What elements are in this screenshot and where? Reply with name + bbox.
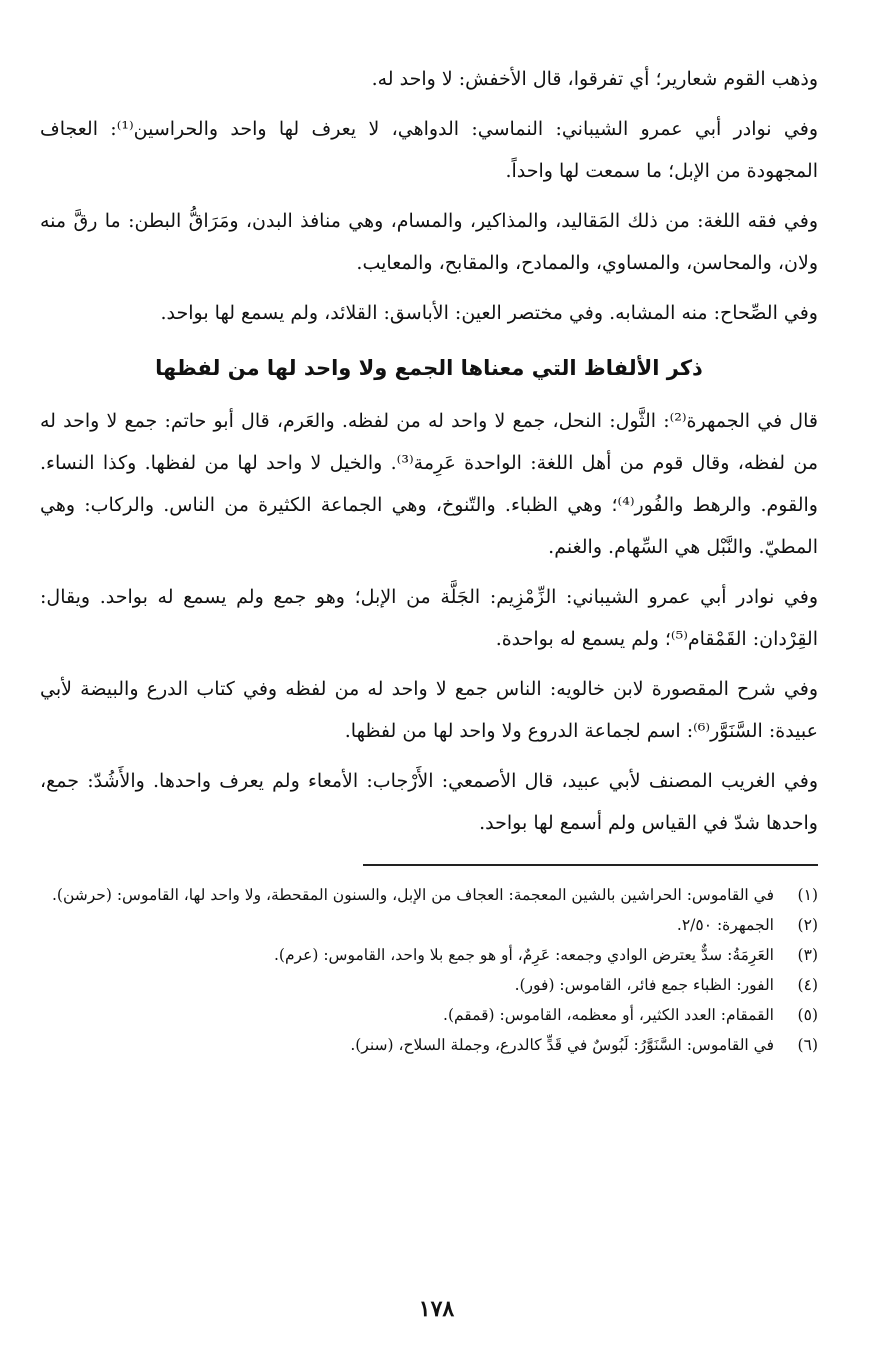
footnote xyxy=(40,940,818,970)
footnote-number: (٢) xyxy=(797,916,818,934)
footnote-text: في القاموس: السَّنَوَّرُ: لَبُوسٌ في قَدٍّ كالدرع، وجملة السلاح، (سنر). xyxy=(350,1036,774,1054)
footnote-text: العَرِمَةُ: سدٌّ يعترض الوادي وجمعه: عَرِمٌ، أو هو جمع بلا واحد، القاموس: (عرم). xyxy=(273,946,774,964)
footnote xyxy=(40,1000,818,1030)
footnote-number: (٣) xyxy=(797,946,818,964)
paragraph-nawadir-2: وفي نوادر أبي عمرو الشيباني: الزِّمْزِيم: الجَلَّة من الإبل؛ وهو جمع ولم يسمع له بواحد. ويقال: القِرْدان: القَمْقام⁽⁵⁾؛ ولم يسمع له بواحدة. xyxy=(40,586,818,650)
paragraph-shaarir: وذهب القوم شعارير؛ أي تفرقوا، قال الأخفش: لا واحد له. xyxy=(371,68,818,90)
footnote-separator xyxy=(363,864,818,866)
footnote-text: في القاموس: الحراشين بالشين المعجمة: العجاف من الإبل، والسنون المقحطة، ولا واحد لها، القاموس: (حرشن). xyxy=(51,886,774,904)
footnote-number: (٦) xyxy=(797,1036,818,1054)
footnotes xyxy=(40,880,818,1060)
footnote xyxy=(40,1030,818,1060)
page-number: ١٧٨ xyxy=(418,1296,455,1322)
footnote-text: الفور: الظباء جمع فائر، القاموس: (فور). xyxy=(514,976,774,994)
footnote-text: الجمهرة: ٢/٥٠. xyxy=(676,916,774,934)
footnote xyxy=(40,880,818,910)
footnote-number: (٥) xyxy=(797,1006,818,1024)
paragraph-maqsura: وفي شرح المقصورة لابن خالويه: الناس جمع لا واحد له من لفظه وفي كتاب الدرع والبيضة لأبي عبيدة: السَّنَوَّر⁽⁶⁾: اسم لجماعة الدروع ولا واحد لها من لفظها. xyxy=(40,678,818,742)
paragraph-nawadir-1: وفي نوادر أبي عمرو الشيباني: النماسي: الدواهي، لا يعرف لها واحد والحراسين⁽¹⁾: العجاف المجهودة من الإبل؛ ما سمعت لها واحداً. xyxy=(40,118,818,182)
section-heading: ذكر الألفاظ التي معناها الجمع ولا واحد لها من لفظها xyxy=(155,356,703,380)
footnote-number: (٤) xyxy=(797,976,818,994)
footnote-text: القمقام: العدد الكثير، أو معظمه، القاموس: (قمقم). xyxy=(443,1006,774,1024)
paragraph-jamhara: قال في الجمهرة⁽²⁾: الثَّول: النحل، جمع لا واحد له من لفظه. والعَرم، قال أبو حاتم: جمع لا واحد له من لفظه، وقال قوم من أهل اللغة: الواحدة عَرِمة⁽³⁾. والخيل لا واحد لها من لفظها. وكذا النساء. والقوم. والرهط والفُور⁽⁴⁾؛ وهي الظباء. والتّنوخ، وهي الجماعة الكثيرة من الناس. والركاب: وهي المطيّ. والنَّبْل هي السِّهام. والغنم. xyxy=(40,410,819,558)
paragraph-sihah: وفي الصِّحاح: منه المشابه. وفي مختصر العين: الأباسق: القلائد، ولم يسمع لها بواحد. xyxy=(160,302,818,324)
footnote-separator-wrap xyxy=(40,864,818,866)
paragraph-fiqh-allugha: وفي فقه اللغة: من ذلك المَقاليد، والمذاكير، والمسام، وهي منافذ البدن، ومَرَاقُّ البطن: ما رقَّ منه ولان، والمحاسن، والمساوي، والممادح، والمقابح، والمعايب. xyxy=(40,210,818,274)
footnote xyxy=(40,970,818,1000)
footnote xyxy=(40,910,818,940)
footnote-number: (١) xyxy=(797,886,818,904)
paragraph-gharib: وفي الغريب المصنف لأبي عبيد، قال الأصمعي: الأَرْجاب: الأمعاء ولم يعرف واحدها. والأَشُدّ: جمع، واحدها شدّ في القياس ولم أسمع لها بواحد. xyxy=(40,770,818,834)
